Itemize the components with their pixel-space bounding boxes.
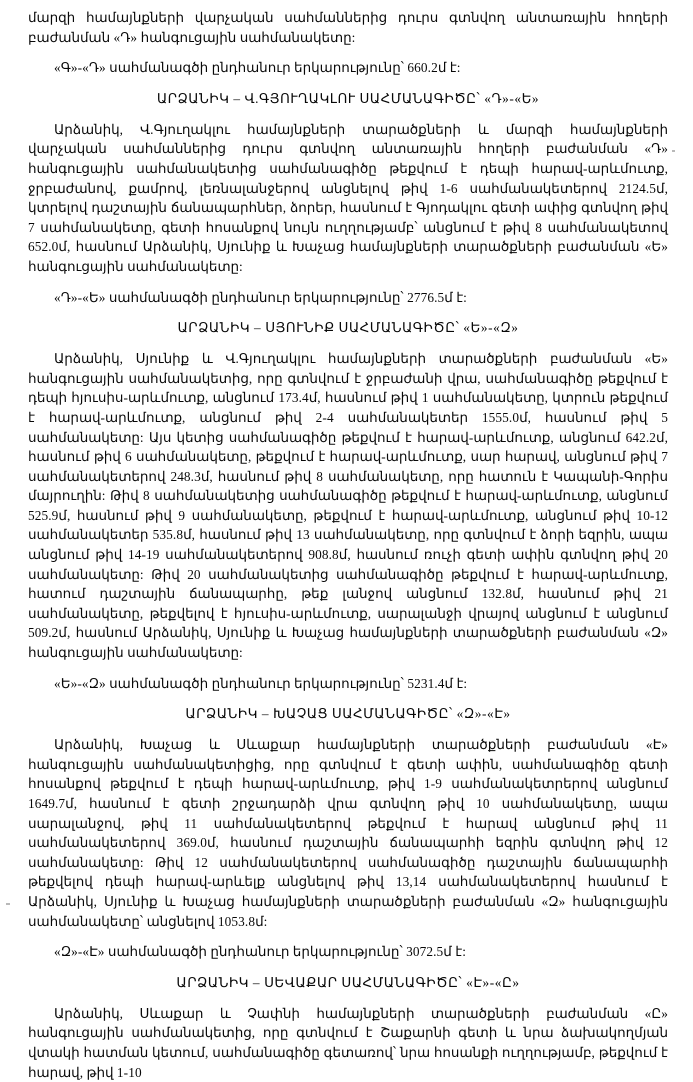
heading-syunik: ԱՐՁԱՆԻԿ – ՍՅՈՒՆԻՔ ՍԱՀՄԱՆԱԳԻԾԸ՝ «Ե»-«Զ» <box>177 320 519 336</box>
scan-speck <box>672 150 675 152</box>
paragraph-intro: մարզի համայնքների վարչական սահմաններից դուրս գտնվող անտառային հողերի բաժանման «Դ» հանգուցային սահմանակետը: <box>28 10 668 45</box>
quote-length-g-d: «Գ»-«Դ» սահմանագծի ընդհանուր երկարությունը՝ 660.2մ է: <box>54 60 461 76</box>
quote-length-e-z: «Ե»-«Զ» սահմանագծի ընդհանուր երկարությունը՝ 5231.4մ է: <box>54 675 468 691</box>
paragraph-vgyodakvlu: Արձանիկ, Վ.Գյուղակլու համայնքների տարածքների և մարզի համայնքների վարչական սահմաններից դուրս գտնվող անտառային հողերի բաժանման «Դ» հանգուցային սահմանակետից սահմանագիծը թեքվում է դեպի հարավ-արևմուտք, ջրբաժանով, քամրով, լեռնալանջերով անցնելով թիվ 1-6 սահմանակետերով 2124.5մ, կտրելով դաշտային ճանապարհներ, ձորեր, հասնում է Գյոդակլու գետի ափից գտնվող թիվ 7 սահմանակետը, գետի հոսանքով նույն ուղղությամբ՝ անցնում է թիվ 8 սահմանակետով 652.0մ, հասնում Արձանիկ, Սյունիք և Խաչաց համայնքների տարածքների բաժանման «Ե» հանգուցային սահմանակետը: <box>28 121 668 274</box>
quote-length-z-e2: «Զ»-«Է» սահմանագծի ընդհանուր երկարությունը՝ 3072.5մ է: <box>54 944 466 960</box>
paragraph-khalac: Արձանիկ, Խաչաց և Սևաքար համայնքների տարածքների բաժանման «Է» հանգուցային սահմանակետիցից, որը գտնվում է գետի ափին, սահմանագիծը գետի հոսանքով թեքվում է դեպի հարավ-արևմուտք, թիվ 1-9 սահմանակետրերով անցնում 1649.7մ, հասնում է գետի շրջադարձի վրա գտնվող թիվ 10 սահմանակետը, ապա սարալանջով, թիվ 11 սահմանակետերով թեքվում է հարավ անցնում թիվ 11 սահմանակետերով 369.0մ, հասնում դաշտային ճանապարհի եզրին գտնվող թիվ 12 սահմանակետը: Թիվ 12 սահմանակետերով սահմանագիծը դաշտային ճանապարհի թեքվելով դեպի հարավ-արևելք անցնելով թիվ 13,14 սահմանակետերով հասնում է Արձանիկ, Սյունիք և Խաչաց համայնքների տարածքների բաժանման «Զ» հանգուցային սահմանակետը՝ անցնելով 1053.8մ: <box>28 737 668 929</box>
heading-khalac: ԱՐՁԱՆԻԿ – ԽԱՉԱՑ ՍԱՀՄԱՆԱԳԻԾԸ՝ «Զ»-«Է» <box>185 706 511 722</box>
scan-speck <box>6 903 10 905</box>
document-body <box>28 8 668 1082</box>
heading-vgyodakvlu: ԱՐՁԱՆԻԿ – Վ.ԳՅՈՒՂԱԿԼՈՒ ՍԱՀՄԱՆԱԳԻԾԸ՝ «Դ»-«Ե» <box>156 90 540 106</box>
quote-length-d-e: «Դ»-«Ե» սահմանագծի ընդհանուր երկարությունը՝ 2776.5մ է: <box>54 289 467 305</box>
heading-sevaqar: ԱՐՁԱՆԻԿ – ՍԵՎԱՔԱՐ ՍԱՀՄԱՆԱԳԻԾԸ՝ «Է»-«Ը» <box>176 974 520 990</box>
paragraph-sevaqar: Արձանիկ, Սևաքար և Չափնի համայնքների տարածքների բաժանման «Ը» հանգուցային սահմանակետից, որը գտնվում է Շաքարնի գետի և նրա ձախակողմյան վտակի հատման կետում, սահմանագիծը գետառով՝ նրա հոսանքի ուղղությամբ, թեքվում է հարավ, թիվ 1-10 <box>28 1005 668 1080</box>
paragraph-syunik: Արձանիկ, Սյունիք և Վ.Գյուղակլու համայնքների տարածքների բաժանման «Ե» հանգուցային սահմանակետից, որը գտնվում է ջրբաժանի վրա, սահմանագիծը թեքվում է դեպի հյուսիս-արևմուտք, անցնում 173.4մ, հասնում թիվ 1 սահմանակետը, կտրուն թեքվում է հարավ-արևմուտք, անցնում թիվ 2-4 սահմանակետեր 1555.0մ, հասնում թիվ 5 սահմանակետը: Այս կետից սահմանագիծը թեքվում է հարավ-արևմուտք, անցնում 642.2մ, հասնում թիվ 6 սահմանակետը, թեքվում է հարավ-արևմուտք, սար հարավ, անցնում թիվ 7 սահմանակետերով 248.3մ, հասնում թիվ 8 սահմանակետը, որը հատուն է Կապանի-Գորիս մայրուղին: Թիվ 8 սահմանակետից սահմանագիծը թեքվում է հարավ-արևմուտք, անցնում 525.9մ, հասնում թիվ 9 սահմանակետը, թեքվում է հարավ-արևմուտք, անցնում թիվ 10-12 սահմանակետեր 535.8մ, հասնում թիվ 13 սահմանակետը, որը գտնվում է ձորի եզրին, ապա անցնում թիվ 14-19 սահմանակետերով 908.8մ, հասնում ռուչի գետի ափին գտնվող թիվ 20 սահմանակետը: Թիվ 20 սահմանակետից սահմանագիծը թեքվում է հարավ-արևմուտք, հատում դաշտային ճանապարհը, թեք լանջով անցնում 132.8մ, հասնում թիվ 21 սահմանակետը, թեքվելով է հյուսիս-արևմուտք, սարալանջի վրայով անցնում է անցնում 509.2մ, հասնում Արձանիկ, Սյունիք և Խաչաց համայնքների տարածքների բաժանման «Զ» հանգուցային սահմանակետը: <box>28 351 668 661</box>
